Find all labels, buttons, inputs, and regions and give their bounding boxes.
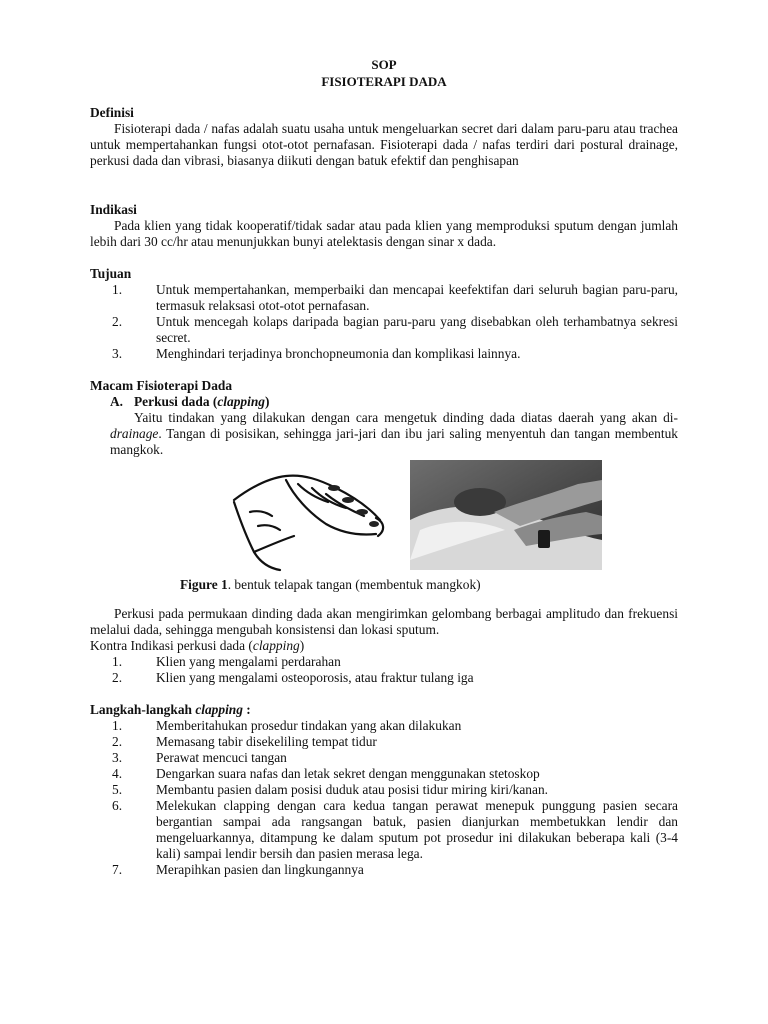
kontra-list	[90, 654, 678, 686]
list-item: 1. Klien yang mengalami perdarahan	[112, 654, 341, 669]
figure-caption: Figure 1. bentuk telapak tangan (membentuk mangkok)	[180, 577, 481, 592]
definisi-text: Fisioterapi dada / nafas adalah suatu usaha untuk mengeluarkan secret dari dalam paru-paru atau trachea untuk mempertahankan fungsi otot-otot pernafasan. Fisioterapi dada / nafas terdiri dari postural drainage, perkusi dada dan vibrasi, biasanya diikuti dengan batuk efektif dan penghisapan	[90, 121, 678, 168]
list-item: 3. Perawat mencuci tangan	[112, 750, 287, 765]
clapping-photo	[410, 460, 602, 570]
list-item: 2. Memasang tabir disekeliling tempat tidur	[112, 734, 377, 749]
tujuan-list	[90, 282, 678, 362]
langkah-list	[90, 718, 678, 878]
cupped-hand-drawing	[228, 466, 390, 572]
list-item: 7. Merapihkan pasien dan lingkungannya	[112, 862, 364, 877]
perkusi-description: Yaitu tindakan yang dilakukan dengan cara mengetuk dinding dada diatas daerah yang akan di-drainage. Tangan di posisikan, sehingga jari-jari dan ibu jari saling menyentuh dan tangan membentuk mangkok.	[110, 410, 678, 457]
doc-title: SOP	[371, 57, 397, 72]
indikasi-text: Pada klien yang tidak kooperatif/tidak sadar atau pada klien yang memproduksi sputum dengan jumlah lebih dari 30 cc/hr atau menunjukkan bunyi atelektasis dengan sinar x dada.	[90, 218, 678, 249]
list-item: 2. Untuk mencegah kolaps daripada bagian paru-paru yang disebabkan oleh terhambatnya sekresi secret.	[112, 314, 678, 345]
definisi-heading: Definisi	[90, 105, 134, 120]
list-item: 2. Klien yang mengalami osteoporosis, atau fraktur tulang iga	[112, 670, 474, 685]
langkah-heading: Langkah-langkah clapping :	[90, 702, 251, 717]
list-item: 3. Menghindari terjadinya bronchopneumonia dan komplikasi lainnya.	[112, 346, 521, 361]
list-item: 6. Melekukan clapping dengan cara kedua tangan perawat menepuk punggung pasien secara bergantian sampai ada rangsangan batuk, pasien dianjurkan membetukkan lendir dan mengeluarkannya, ditampung ke dalam sputum pot prosedur ini dilakukan beberapa kali (3-4 kali) sampai lendir bersih dan pasien merasa lega.	[112, 798, 678, 861]
doc-subtitle: FISIOTERAPI DADA	[321, 74, 447, 89]
list-item: 4. Dengarkan suara nafas dan letak sekret dengan menggunakan stetoskop	[112, 766, 540, 781]
list-item: 1. Memberitahukan prosedur tindakan yang akan dilakukan	[112, 718, 462, 733]
list-item: 5. Membantu pasien dalam posisi duduk atau posisi tidur miring kiri/kanan.	[112, 782, 548, 797]
indikasi-heading: Indikasi	[90, 202, 137, 217]
kontra-heading: Kontra Indikasi perkusi dada (clapping)	[90, 638, 305, 653]
macam-heading: Macam Fisioterapi Dada	[90, 378, 233, 393]
perkusi-subheading: A. Perkusi dada (clapping)	[110, 394, 270, 409]
perkusi-text: Perkusi pada permukaan dinding dada akan mengirimkan gelombang berbagai amplitudo dan frekuensi melalui dada, sehingga mengubah konsistensi dan lokasi sputum.	[90, 606, 678, 637]
tujuan-heading: Tujuan	[90, 266, 132, 281]
list-item: 1. Untuk mempertahankan, memperbaiki dan mencapai keefektifan dari seluruh bagian paru-paru, termasuk relaksasi otot-otot pernafasan.	[112, 282, 678, 313]
